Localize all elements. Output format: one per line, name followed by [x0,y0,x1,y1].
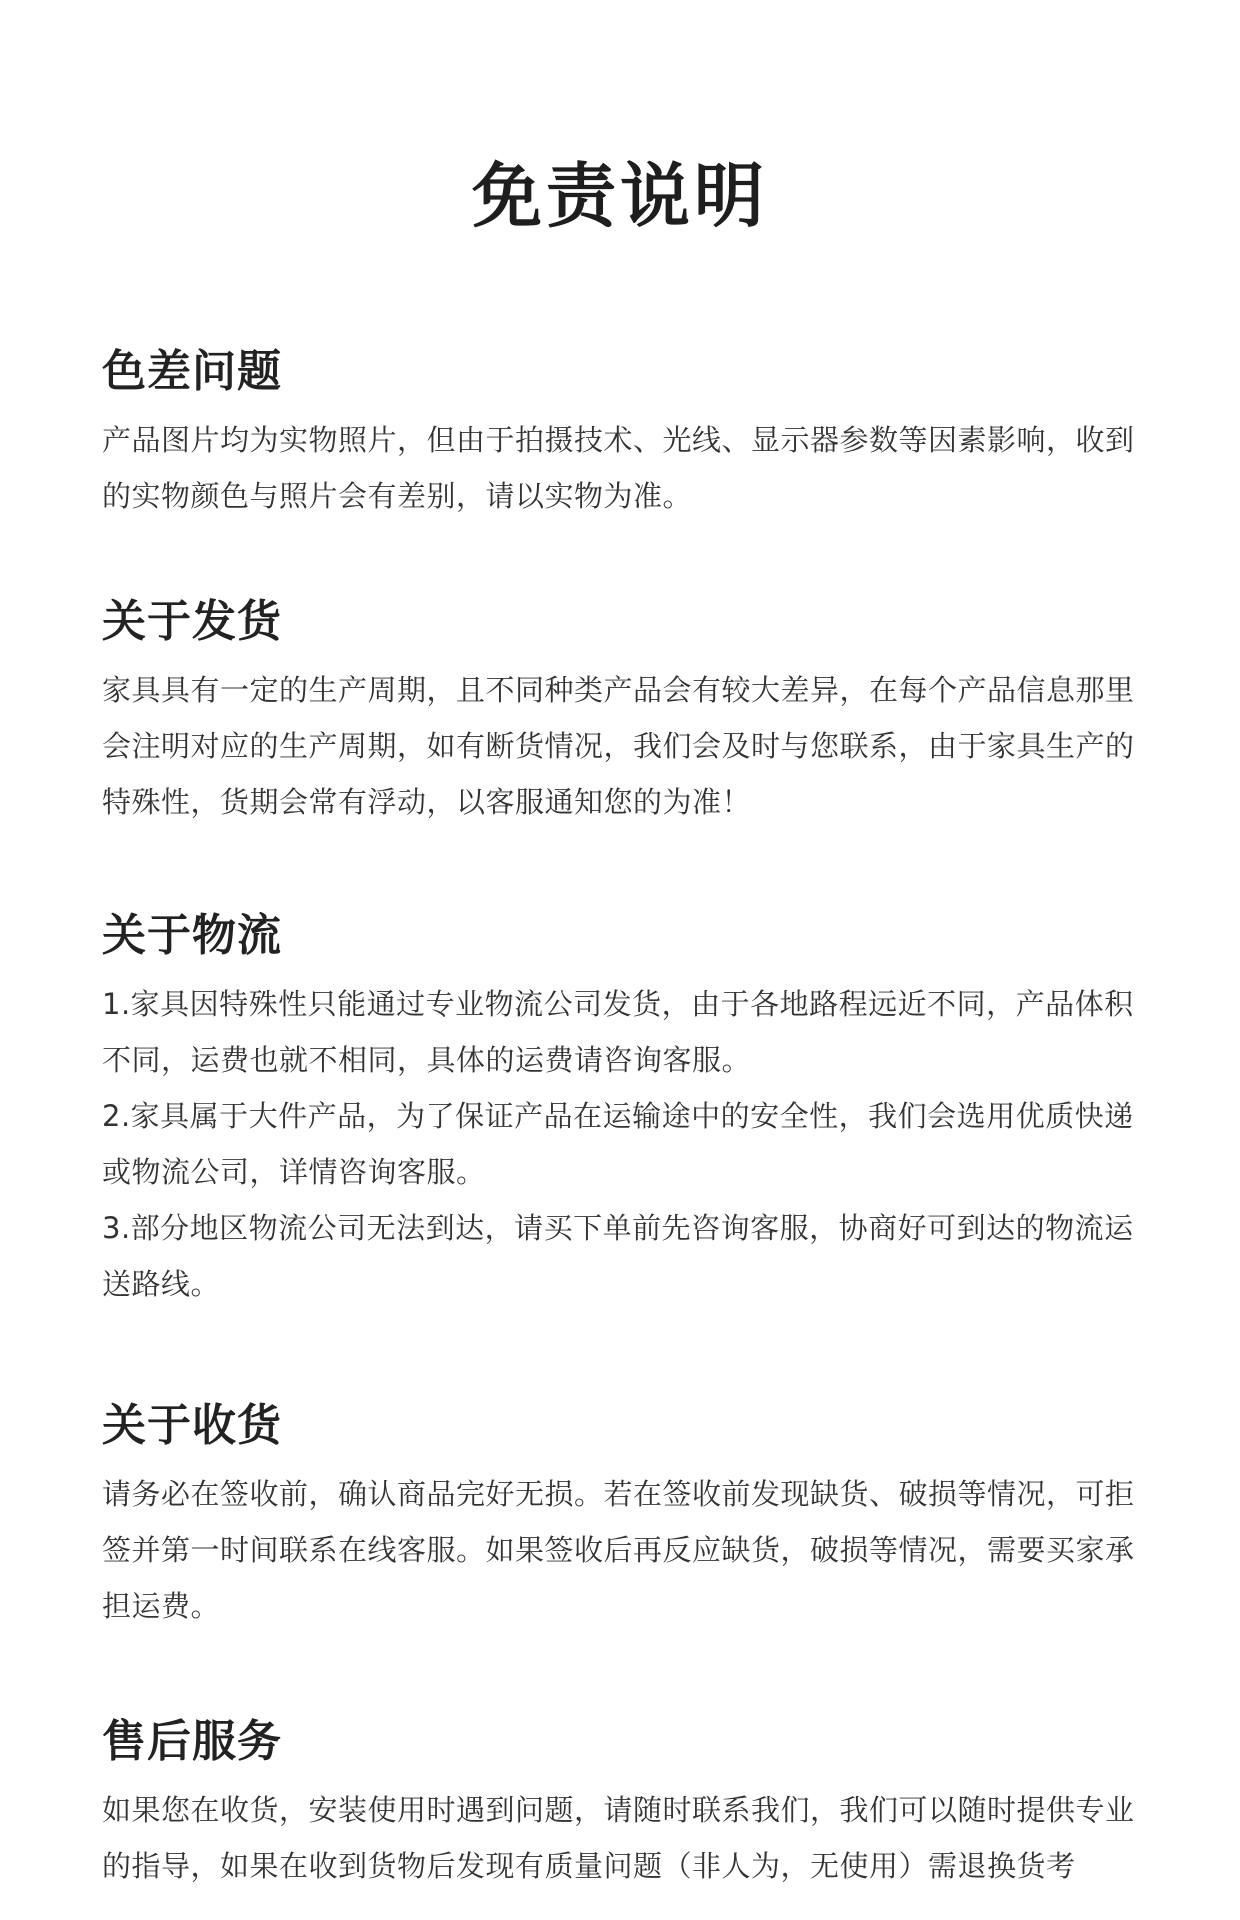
logistics-item-1: 1.家具因特殊性只能通过专业物流公司发货，由于各地路程远近不同，产品体积不同，运费也就不相同，具体的运费请咨询客服。 [102,987,1134,1077]
section-heading-receiving: 关于收货 [102,1400,282,1451]
section-text-shipping: 家具具有一定的生产周期，且不同种类产品会有较大差异，在每个产品信息那里会注明对应的生产周期，如有断货情况，我们会及时与您联系，由于家具生产的特殊性，货期会常有浮动，以客服通知您的为准！ [102,673,1135,819]
section-text-color-difference: 产品图片均为实物照片，但由于拍摄技术、光线、显示器参数等因素影响，收到的实物颜色与照片会有差别，请以实物为准。 [102,423,1135,513]
section-heading-color-difference: 色差问题 [102,346,282,397]
section-heading-logistics: 关于物流 [102,910,282,961]
section-text-receiving: 请务必在签收前，确认商品完好无损。若在签收前发现缺货、破损等情况，可拒签并第一时间联系在线客服。如果签收后再反应缺货，破损等情况，需要买家承担运费。 [102,1477,1135,1623]
section-after-sales [102,1712,1142,1894]
section-heading-after-sales: 售后服务 [102,1716,282,1767]
logistics-item-2: 2.家具属于大件产品，为了保证产品在运输途中的安全性，我们会选用优质快递或物流公司，详情咨询客服。 [102,1099,1134,1189]
section-text-after-sales: 如果您在收货，安装使用时遇到问题，请随时联系我们，我们可以随时提供专业的指导，如果在收到货物后发现有质量问题（非人为，无使用）需退换货考 [102,1793,1135,1883]
section-color-difference [102,342,1142,524]
section-receiving [102,1396,1142,1634]
logistics-item-3: 3.部分地区物流公司无法到达，请买下单前先咨询客服，协商好可到达的物流运送路线。 [102,1211,1134,1301]
page-title: 免责说明 [472,155,768,237]
section-logistics [102,906,1142,1312]
section-heading-shipping: 关于发货 [102,596,282,647]
section-shipping [102,592,1142,830]
